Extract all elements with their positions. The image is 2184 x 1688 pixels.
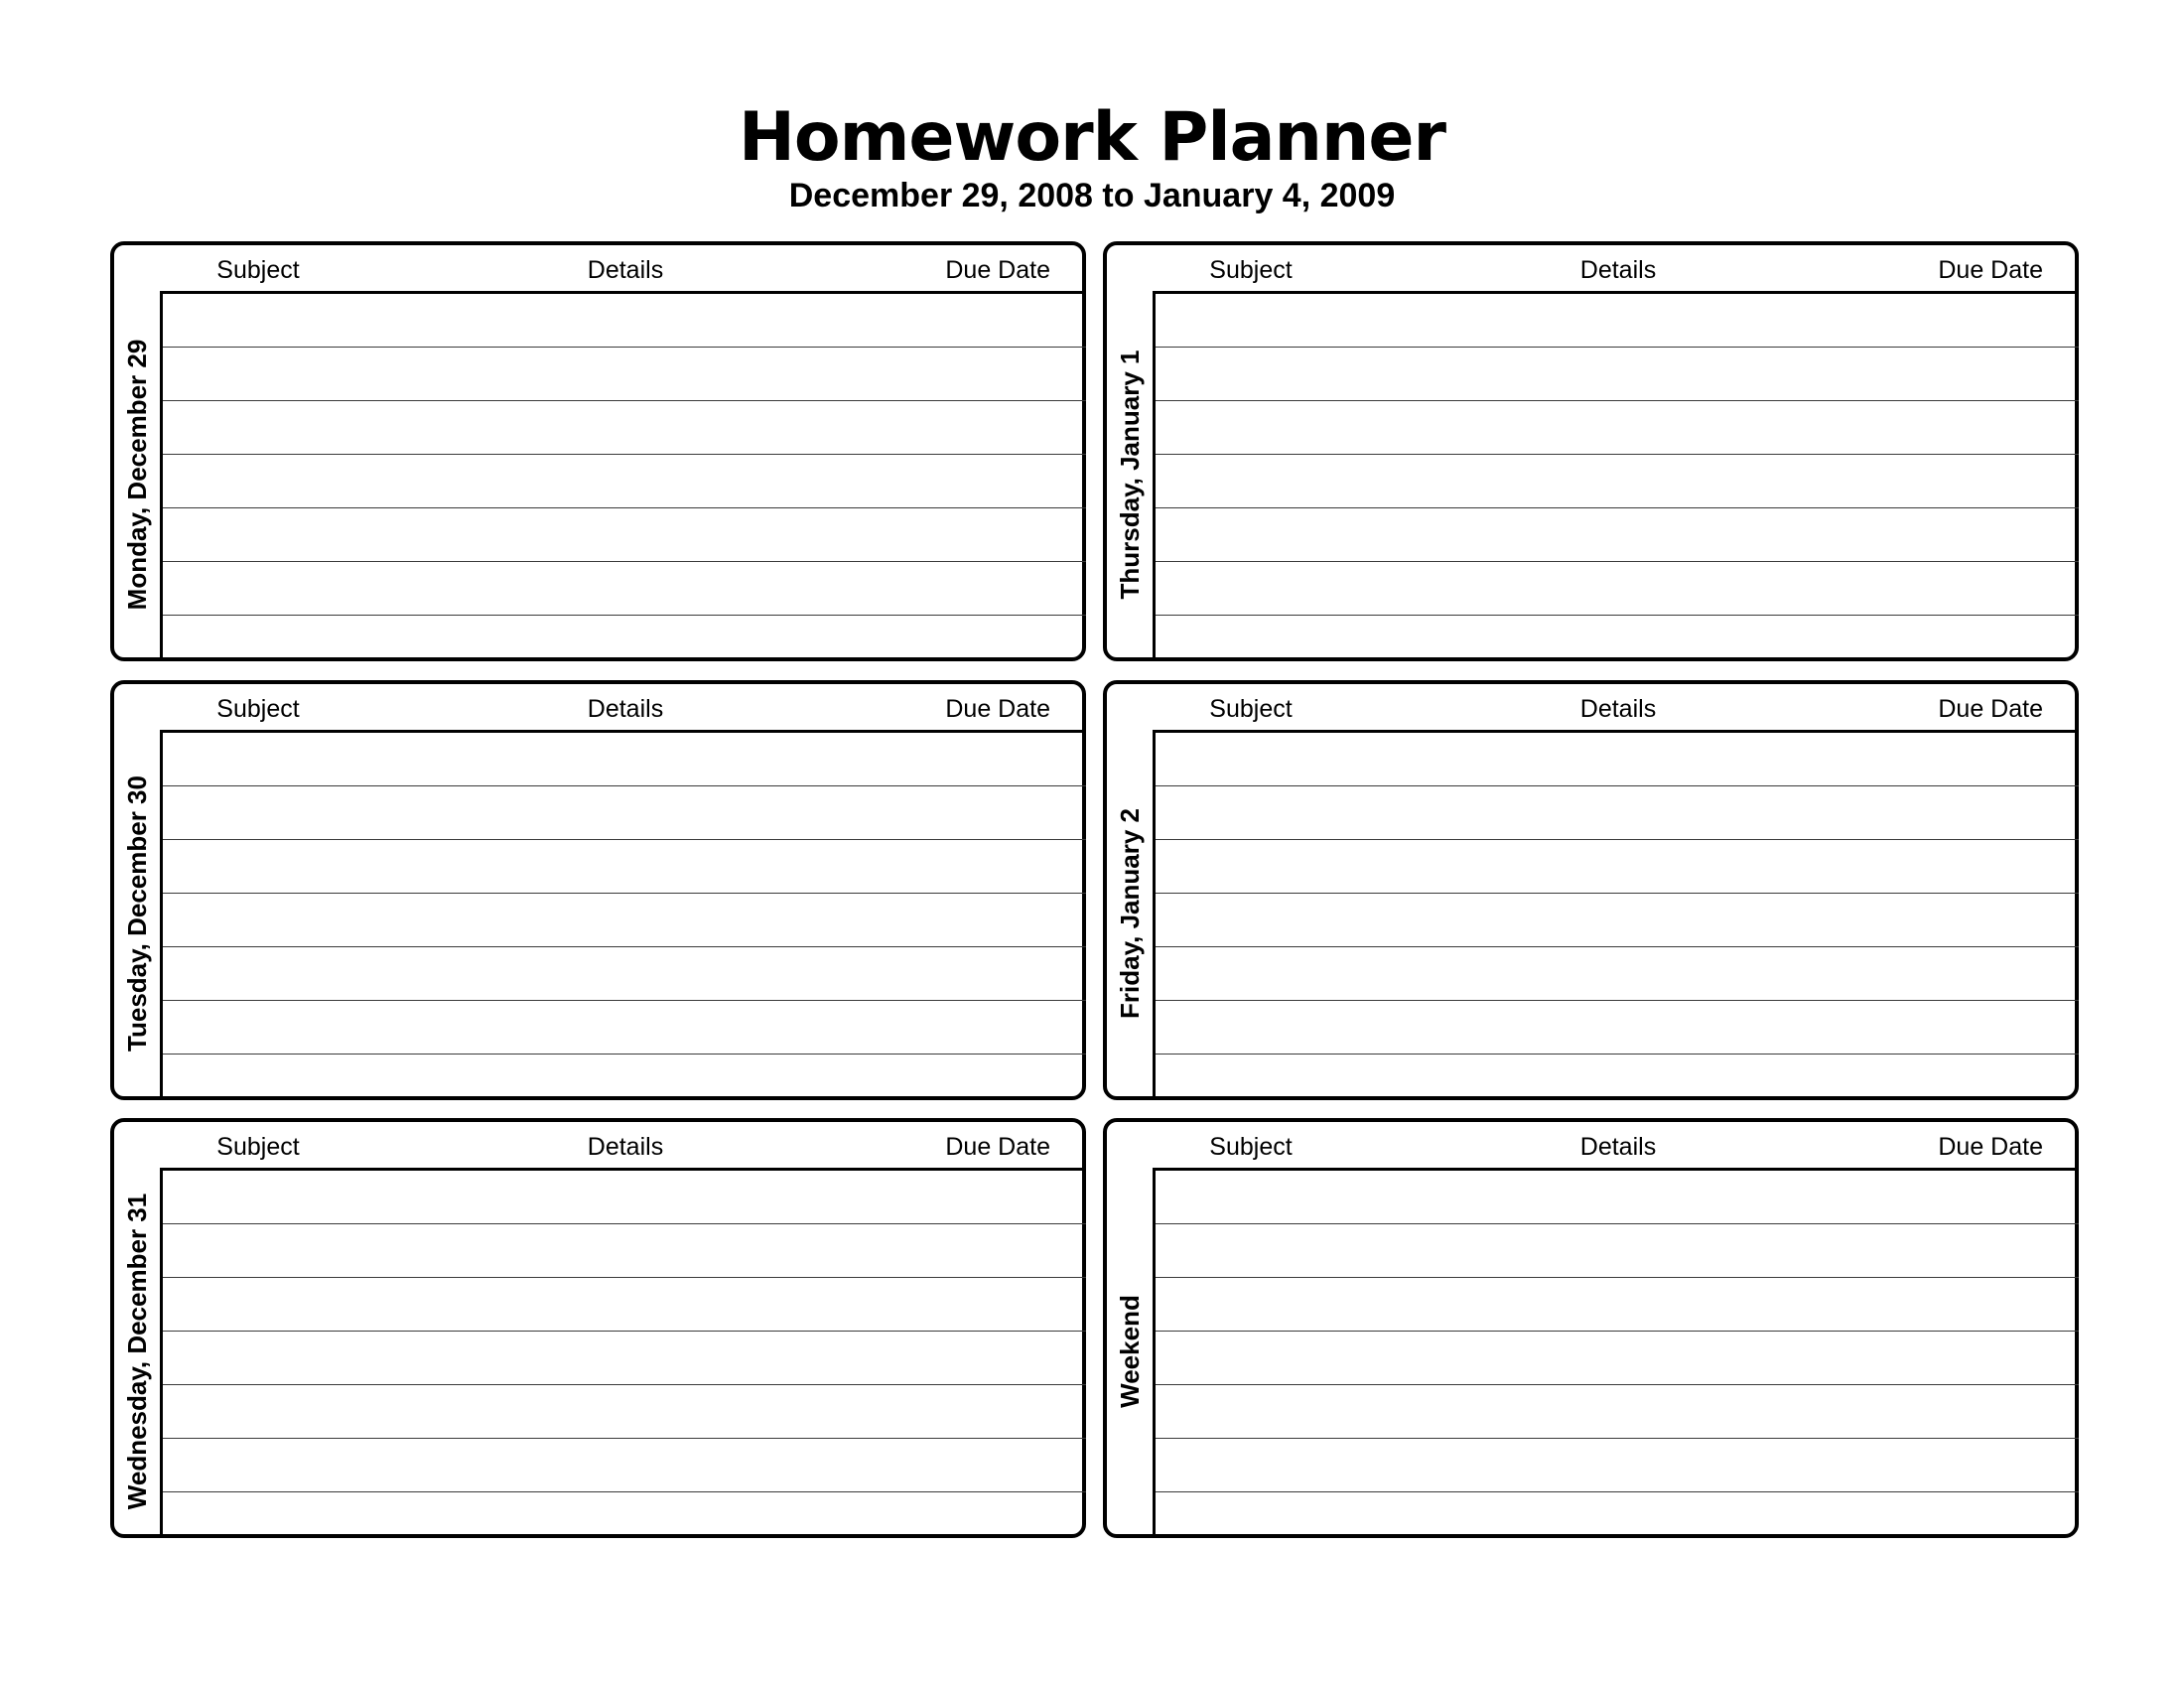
entry-row[interactable] xyxy=(1156,294,2079,348)
due-date-column-header: Due Date xyxy=(1938,256,2043,284)
entry-row[interactable] xyxy=(1156,1439,2079,1492)
entry-row[interactable] xyxy=(163,1001,1086,1055)
day-label-area xyxy=(1107,291,1153,657)
entry-row[interactable] xyxy=(163,947,1086,1001)
subject-column-header: Subject xyxy=(216,695,300,723)
day-panel xyxy=(1103,241,2079,661)
entry-lines xyxy=(1153,1168,2079,1534)
entry-row[interactable] xyxy=(1156,947,2079,1001)
details-column-header: Details xyxy=(587,1133,664,1161)
details-column-header: Details xyxy=(1579,1133,1657,1161)
page-title: Homework Planner xyxy=(738,98,1446,177)
entry-lines xyxy=(160,1168,1086,1534)
entry-row[interactable] xyxy=(1156,508,2079,562)
day-label-area xyxy=(1107,730,1153,1096)
day-label: Thursday, January 1 xyxy=(1115,350,1145,599)
due-date-column-header: Due Date xyxy=(1938,695,2043,723)
entry-row[interactable] xyxy=(163,1278,1086,1332)
day-label-area xyxy=(114,1168,160,1534)
day-label: Wednesday, December 31 xyxy=(122,1193,152,1509)
entry-row[interactable] xyxy=(1156,1055,2079,1108)
entry-row[interactable] xyxy=(1156,1278,2079,1332)
subject-column-header: Subject xyxy=(216,256,300,284)
entry-row[interactable] xyxy=(1156,1385,2079,1439)
entry-lines xyxy=(160,730,1086,1096)
entry-row[interactable] xyxy=(1156,1492,2079,1546)
entry-row[interactable] xyxy=(1156,1224,2079,1278)
entry-row[interactable] xyxy=(163,786,1086,840)
day-label-area xyxy=(114,291,160,657)
entry-row[interactable] xyxy=(163,1224,1086,1278)
day-panel xyxy=(1103,1118,2079,1538)
day-panel xyxy=(110,241,1086,661)
entry-lines xyxy=(1153,291,2079,657)
details-column-header: Details xyxy=(587,695,664,723)
day-panel xyxy=(1103,680,2079,1100)
entry-row[interactable] xyxy=(163,1332,1086,1385)
entry-row[interactable] xyxy=(1156,840,2079,894)
due-date-column-header: Due Date xyxy=(945,256,1050,284)
entry-row[interactable] xyxy=(1156,786,2079,840)
entry-row[interactable] xyxy=(1156,401,2079,455)
entry-row[interactable] xyxy=(1156,733,2079,786)
subject-column-header: Subject xyxy=(1209,695,1293,723)
date-range: December 29, 2008 to January 4, 2009 xyxy=(788,177,1396,214)
entry-row[interactable] xyxy=(1156,1001,2079,1055)
day-panel xyxy=(110,1118,1086,1538)
entry-row[interactable] xyxy=(163,348,1086,401)
entry-row[interactable] xyxy=(163,894,1086,947)
entry-row[interactable] xyxy=(163,508,1086,562)
entry-row[interactable] xyxy=(163,733,1086,786)
details-column-header: Details xyxy=(1579,256,1657,284)
due-date-column-header: Due Date xyxy=(1938,1133,2043,1161)
day-label: Monday, December 29 xyxy=(122,339,152,610)
entry-row[interactable] xyxy=(1156,1171,2079,1224)
entry-row[interactable] xyxy=(163,1055,1086,1108)
entry-row[interactable] xyxy=(163,401,1086,455)
day-label-area xyxy=(1107,1168,1153,1534)
entry-lines xyxy=(160,291,1086,657)
entry-row[interactable] xyxy=(163,294,1086,348)
day-panel xyxy=(110,680,1086,1100)
day-label: Friday, January 2 xyxy=(1115,807,1145,1019)
entry-row[interactable] xyxy=(1156,562,2079,616)
entry-row[interactable] xyxy=(163,1439,1086,1492)
entry-row[interactable] xyxy=(1156,1332,2079,1385)
due-date-column-header: Due Date xyxy=(945,695,1050,723)
entry-row[interactable] xyxy=(163,1385,1086,1439)
day-label: Tuesday, December 30 xyxy=(122,774,152,1052)
entry-row[interactable] xyxy=(1156,455,2079,508)
entry-row[interactable] xyxy=(1156,616,2079,669)
due-date-column-header: Due Date xyxy=(945,1133,1050,1161)
entry-row[interactable] xyxy=(163,455,1086,508)
entry-row[interactable] xyxy=(163,1171,1086,1224)
details-column-header: Details xyxy=(587,256,664,284)
entry-row[interactable] xyxy=(163,562,1086,616)
details-column-header: Details xyxy=(1579,695,1657,723)
entry-row[interactable] xyxy=(163,840,1086,894)
entry-row[interactable] xyxy=(1156,348,2079,401)
entry-lines xyxy=(1153,730,2079,1096)
day-label-area xyxy=(114,730,160,1096)
subject-column-header: Subject xyxy=(1209,1133,1293,1161)
entry-row[interactable] xyxy=(163,616,1086,669)
subject-column-header: Subject xyxy=(216,1133,300,1161)
entry-row[interactable] xyxy=(1156,894,2079,947)
day-label: Weekend xyxy=(1115,1294,1145,1408)
entry-row[interactable] xyxy=(163,1492,1086,1546)
subject-column-header: Subject xyxy=(1209,256,1293,284)
